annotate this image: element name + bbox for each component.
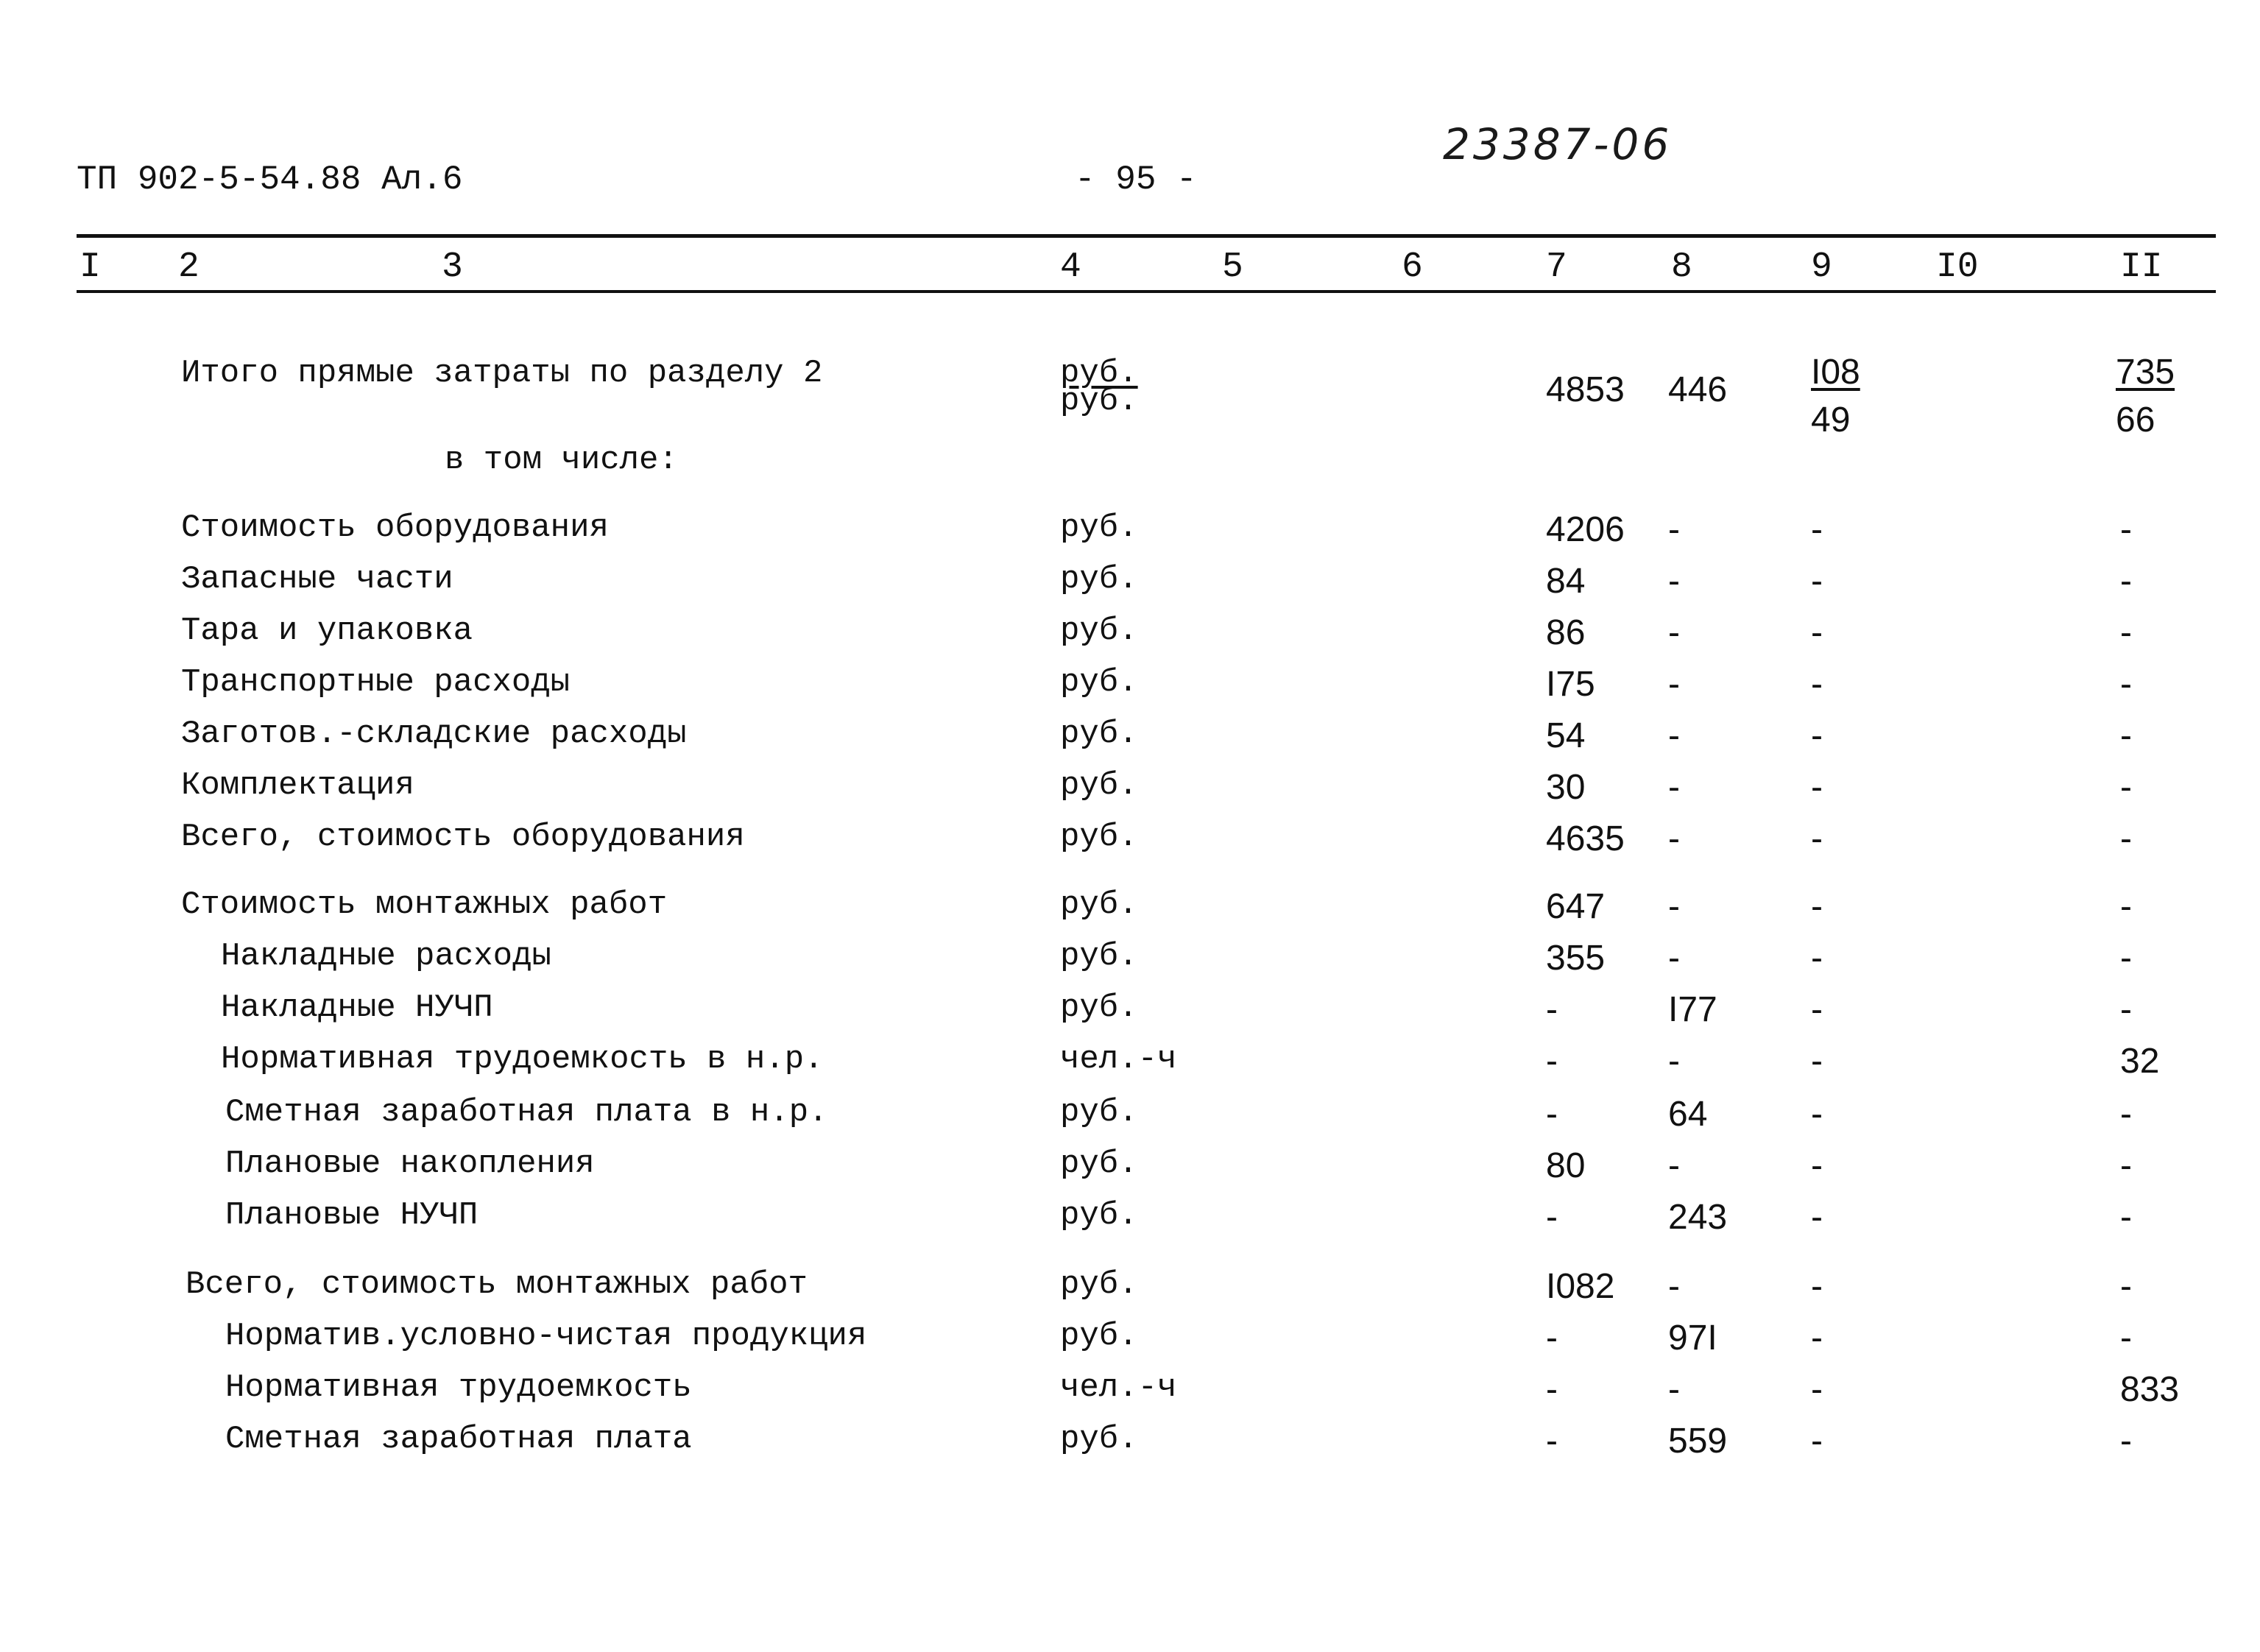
summary-unit-top: руб. — [1060, 355, 1138, 392]
summary-col8: 446 — [1668, 370, 1728, 409]
table-row — [0, 1197, 2260, 1246]
row-col9: - — [1811, 939, 1823, 978]
table-row — [0, 1094, 2260, 1143]
row-unit: руб. — [1060, 1197, 1138, 1234]
row-label: Стоимость монтажных работ — [181, 886, 668, 923]
row-col9: - — [1811, 1095, 1823, 1134]
row-col8: - — [1668, 613, 1680, 652]
summary-col9-top: I08 — [1811, 353, 1860, 392]
row-col11: - — [2120, 665, 2132, 704]
summary-col7: 4853 — [1546, 370, 1625, 409]
row-col9: - — [1811, 819, 1823, 858]
row-col7: 86 — [1546, 613, 1586, 652]
row-label: Плановые накопления — [225, 1146, 595, 1182]
row-col7: - — [1546, 1319, 1558, 1358]
header-rule-top — [77, 234, 2216, 238]
row-col7: 647 — [1546, 887, 1606, 926]
summary-row — [0, 353, 2260, 440]
row-unit: руб. — [1060, 1094, 1138, 1131]
row-label: Сметная заработная плата в н.р. — [225, 1094, 828, 1131]
row-col7: - — [1546, 1370, 1558, 1409]
column-number-11: II — [2120, 247, 2163, 287]
column-number-10: I0 — [1936, 247, 1979, 287]
row-col9: - — [1811, 613, 1823, 652]
handwritten-number: 23387-06 — [1443, 119, 1673, 169]
row-unit: руб. — [1060, 989, 1138, 1026]
row-col9: - — [1811, 1198, 1823, 1237]
row-col8: - — [1668, 1042, 1680, 1081]
row-col9: - — [1811, 562, 1823, 601]
page-number: - 95 - — [1075, 160, 1197, 199]
row-unit: руб. — [1060, 509, 1138, 546]
row-col7: - — [1546, 1042, 1558, 1081]
header-rule-bottom — [77, 290, 2216, 293]
row-col11: 833 — [2120, 1370, 2180, 1409]
row-col8: 97I — [1668, 1319, 1717, 1358]
row-col9: - — [1811, 1422, 1823, 1461]
row-col8: - — [1668, 562, 1680, 601]
row-col8: 243 — [1668, 1198, 1728, 1237]
row-col11: - — [2120, 1319, 2132, 1358]
table-row — [0, 938, 2260, 986]
row-col7: 84 — [1546, 562, 1586, 601]
column-number-5: 5 — [1222, 247, 1243, 287]
table-row — [0, 716, 2260, 764]
row-col7: - — [1546, 1095, 1558, 1134]
row-col7: I75 — [1546, 665, 1595, 704]
row-col11: - — [2120, 562, 2132, 601]
row-unit: руб. — [1060, 1266, 1138, 1303]
row-col11: - — [2120, 1267, 2132, 1306]
row-label: Всего, стоимость оборудования — [181, 819, 745, 855]
column-number-7: 7 — [1546, 247, 1567, 287]
table-row — [0, 561, 2260, 610]
table-row — [0, 1041, 2260, 1090]
row-col8: I77 — [1668, 990, 1717, 1029]
row-col8: - — [1668, 665, 1680, 704]
row-col8: 559 — [1668, 1422, 1728, 1461]
table-row — [0, 1421, 2260, 1469]
row-label: Плановые НУЧП — [225, 1197, 479, 1234]
row-unit: руб. — [1060, 1318, 1138, 1355]
table-row — [0, 819, 2260, 867]
row-col8: - — [1668, 716, 1680, 755]
row-label: Нормативная трудоемкость — [225, 1369, 692, 1406]
row-col7: 4206 — [1546, 510, 1625, 549]
row-col9: - — [1811, 990, 1823, 1029]
row-col11: 32 — [2120, 1042, 2160, 1081]
row-col9: - — [1811, 716, 1823, 755]
row-label: Норматив.условно-чистая продукция — [225, 1318, 867, 1355]
row-col11: - — [2120, 887, 2132, 926]
row-unit: руб. — [1060, 767, 1138, 804]
summary-col9-bottom: 49 — [1811, 400, 1851, 440]
row-col8: - — [1668, 887, 1680, 926]
table-row — [0, 1318, 2260, 1366]
summary-unit-bottom: руб. — [1060, 383, 1138, 420]
row-unit: руб. — [1060, 613, 1138, 649]
row-col7: 30 — [1546, 768, 1586, 807]
row-col9: - — [1811, 665, 1823, 704]
document-code: ТП 902-5-54.88 Ал.6 — [77, 160, 463, 199]
summary-label: Итого прямые затраты по разделу 2 — [181, 355, 823, 392]
row-col8: - — [1668, 1267, 1680, 1306]
row-col7: - — [1546, 990, 1558, 1029]
row-label: Заготов.-складские расходы — [181, 716, 687, 752]
row-label: Запасные части — [181, 561, 453, 598]
row-unit: чел.-ч — [1060, 1369, 1177, 1406]
row-label: Всего, стоимость монтажных работ — [186, 1266, 808, 1303]
table-row — [0, 1146, 2260, 1194]
row-unit: руб. — [1060, 1421, 1138, 1458]
table-row — [0, 1369, 2260, 1418]
row-col8: - — [1668, 510, 1680, 549]
row-unit: руб. — [1060, 561, 1138, 598]
row-unit: руб. — [1060, 819, 1138, 855]
row-unit: чел.-ч — [1060, 1041, 1177, 1078]
row-label: Комплектация — [181, 767, 414, 804]
column-number-1: I — [80, 247, 101, 287]
subheading: в том числе: — [445, 442, 678, 479]
column-number-6: 6 — [1402, 247, 1423, 287]
row-col8: - — [1668, 1146, 1680, 1185]
column-number-3: 3 — [442, 247, 463, 287]
row-col7: 80 — [1546, 1146, 1586, 1185]
row-label: Транспортные расходы — [181, 664, 571, 701]
row-unit: руб. — [1060, 938, 1138, 975]
summary-col11 — [2116, 352, 2175, 440]
row-col11: - — [2120, 613, 2132, 652]
row-col9: - — [1811, 1146, 1823, 1185]
table-row — [0, 664, 2260, 713]
row-col9: - — [1811, 1370, 1823, 1409]
table-row — [0, 767, 2260, 816]
row-label: Сметная заработная плата — [225, 1421, 692, 1458]
table-row — [0, 613, 2260, 661]
row-col9: - — [1811, 1319, 1823, 1358]
row-unit: руб. — [1060, 664, 1138, 701]
column-number-4: 4 — [1060, 247, 1081, 287]
row-col9: - — [1811, 510, 1823, 549]
row-col11: - — [2120, 990, 2132, 1029]
row-label: Накладные расходы — [221, 938, 551, 975]
row-col7: 54 — [1546, 716, 1586, 755]
row-col8: 64 — [1668, 1095, 1708, 1134]
row-label: Накладные НУЧП — [221, 989, 493, 1026]
row-col11: - — [2120, 510, 2132, 549]
summary-col9 — [1811, 352, 1860, 440]
row-unit: руб. — [1060, 886, 1138, 923]
row-col7: 355 — [1546, 939, 1606, 978]
row-label: Нормативная трудоемкость в н.р. — [221, 1041, 824, 1078]
table-row — [0, 886, 2260, 935]
row-col11: - — [2120, 819, 2132, 858]
row-col8: - — [1668, 939, 1680, 978]
row-col7: 4635 — [1546, 819, 1625, 858]
row-col9: - — [1811, 887, 1823, 926]
row-col8: - — [1668, 1370, 1680, 1409]
column-number-8: 8 — [1671, 247, 1692, 287]
row-col7: I082 — [1546, 1267, 1615, 1306]
row-col7: - — [1546, 1198, 1558, 1237]
table-row — [0, 989, 2260, 1038]
row-col8: - — [1668, 768, 1680, 807]
row-unit: руб. — [1060, 716, 1138, 752]
row-col11: - — [2120, 939, 2132, 978]
row-col11: - — [2120, 1095, 2132, 1134]
row-col11: - — [2120, 1422, 2132, 1461]
summary-col11-bottom: 66 — [2116, 400, 2155, 440]
table-row — [0, 509, 2260, 558]
row-label: Стоимость оборудования — [181, 509, 609, 546]
summary-col11-top: 735 — [2116, 353, 2175, 392]
row-col11: - — [2120, 1198, 2132, 1237]
row-col8: - — [1668, 819, 1680, 858]
row-col11: - — [2120, 716, 2132, 755]
table-row — [0, 1266, 2260, 1315]
row-col11: - — [2120, 1146, 2132, 1185]
column-number-9: 9 — [1811, 247, 1832, 287]
row-unit: руб. — [1060, 1146, 1138, 1182]
row-col11: - — [2120, 768, 2132, 807]
row-col7: - — [1546, 1422, 1558, 1461]
row-col9: - — [1811, 1042, 1823, 1081]
summary-unit — [1060, 355, 1138, 420]
row-col9: - — [1811, 768, 1823, 807]
column-number-2: 2 — [178, 247, 199, 287]
row-col9: - — [1811, 1267, 1823, 1306]
row-label: Тара и упаковка — [181, 613, 473, 649]
